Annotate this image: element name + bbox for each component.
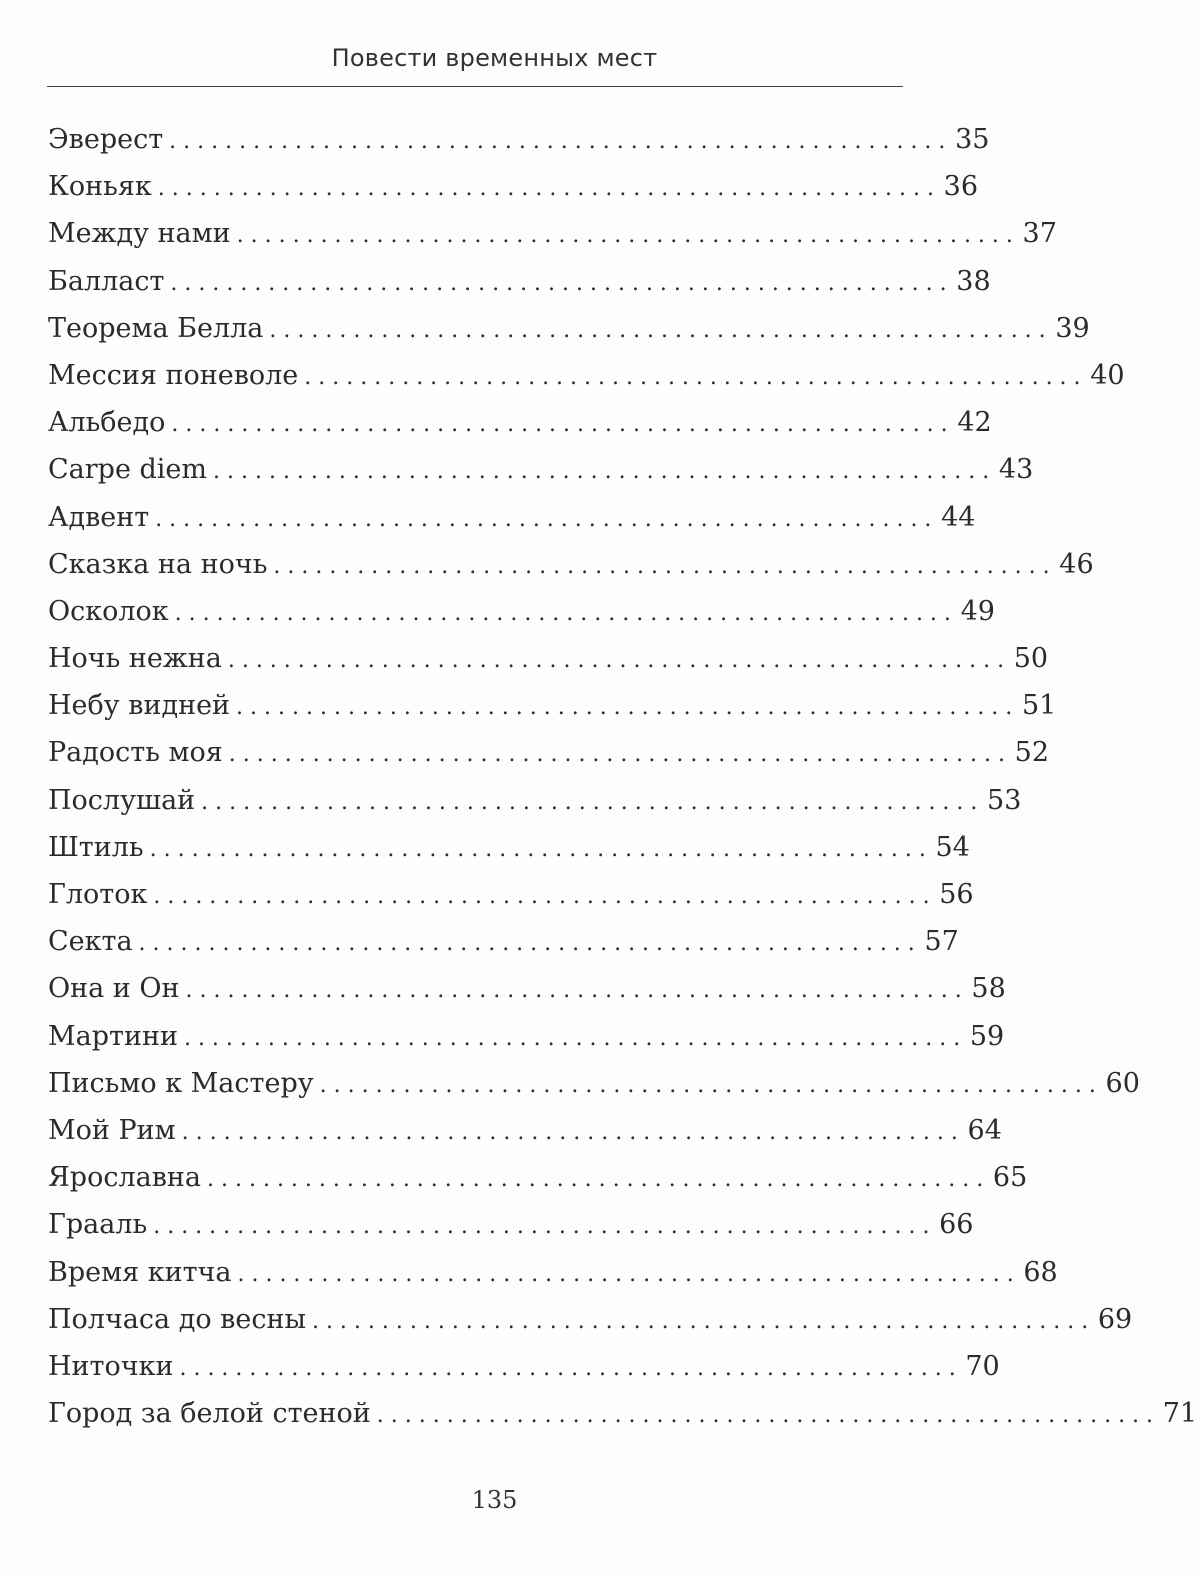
toc-entry-title: Альбедо (48, 407, 166, 439)
toc-dot-leader: . . . . . . . . . . . . . . . . . . . . . . . . . . . . . . . . . . . . . . . . . . . . . . . . . . . . . . . . (201, 789, 978, 815)
header-rule (47, 86, 903, 87)
toc-entry (48, 1201, 974, 1248)
toc-entry-page: 46 (1059, 548, 1094, 580)
toc-dot-leader: . . . . . . . . . . . . . . . . . . . . . . . . . . . . . . . . . . . . . . . . . . . . . . . . . . . . . . . . (237, 1261, 1014, 1287)
toc-entry-title: Время китча (48, 1256, 232, 1288)
toc-entry-page: 44 (941, 501, 976, 533)
toc-entry-page: 35 (955, 124, 990, 155)
toc-entry-page: 50 (1013, 643, 1049, 675)
toc-entry-title: Адвент (48, 501, 150, 533)
toc-entry (48, 541, 1094, 588)
running-title: Повести временных мест (331, 44, 658, 72)
toc-entry-page: 65 (992, 1162, 1028, 1194)
toc-entry-page: 59 (969, 1020, 1005, 1052)
toc-entry (48, 352, 1125, 399)
toc-entry-page: 57 (924, 926, 959, 958)
toc-entry-page: 49 (960, 595, 995, 627)
page-number: 135 (471, 1486, 518, 1514)
toc-entry-title: Осколок (48, 595, 169, 627)
toc-entry-title: Мессия поневоле (48, 359, 299, 391)
toc-entry-title: Письмо к Мастеру (48, 1067, 314, 1099)
toc-dot-leader: . . . . . . . . . . . . . . . . . . . . . . . . . . . . . . . . . . . . . . . . . . . . . . . . . . . . . . . . (174, 600, 951, 626)
toc-dot-leader: . . . . . . . . . . . . . . . . . . . . . . . . . . . . . . . . . . . . . . . . . . . . . . . . . . . . . . . . (207, 1167, 984, 1193)
toc-dot-leader: . . . . . . . . . . . . . . . . . . . . . . . . . . . . . . . . . . . . . . . . . . . . . . . . . . . . . . . . (157, 176, 935, 202)
toc-entry (48, 1296, 1133, 1343)
toc-dot-leader: . . . . . . . . . . . . . . . . . . . . . . . . . . . . . . . . . . . . . . . . . . . . . . . . . . . . . . . . (311, 1308, 1089, 1334)
toc-entry-title: Коньяк (48, 171, 152, 203)
toc-entry-title: Секта (48, 926, 133, 958)
toc-dot-leader: . . . . . . . . . . . . . . . . . . . . . . . . . . . . . . . . . . . . . . . . . . . . . . . . . . . . . . . . (227, 648, 1005, 674)
toc-entry (48, 1060, 1140, 1107)
toc-entry-title: Балласт (48, 265, 165, 297)
toc-dot-leader: . . . . . . . . . . . . . . . . . . . . . . . . . . . . . . . . . . . . . . . . . . . . . . . . . . . . . . . . (153, 1214, 930, 1240)
toc-entry (48, 588, 995, 635)
toc-entry-page: 52 (1014, 737, 1050, 769)
toc-entry (48, 1249, 1058, 1296)
toc-entry (48, 116, 990, 163)
toc-dot-leader: . . . . . . . . . . . . . . . . . . . . . . . . . . . . . . . . . . . . . . . . . . . . . . . . . . . . . . . . (179, 1355, 956, 1381)
toc-entry (48, 1013, 1005, 1060)
toc-entry-page: 60 (1105, 1067, 1140, 1099)
toc-dot-leader: . . . . . . . . . . . . . . . . . . . . . . . . . . . . . . . . . . . . . . . . . . . . . . . . . . . . . . . . (319, 1072, 1096, 1098)
toc-entry-page: 38 (956, 265, 991, 297)
toc-entry-page: 69 (1097, 1303, 1133, 1335)
toc-dot-leader: . . . . . . . . . . . . . . . . . . . . . . . . . . . . . . . . . . . . . . . . . . . . . . . . . . . . . . . . (181, 1119, 958, 1145)
toc-dot-leader: . . . . . . . . . . . . . . . . . . . . . . . . . . . . . . . . . . . . . . . . . . . . . . . . . . . . . . . . (228, 742, 1006, 768)
toc-dot-leader: . . . . . . . . . . . . . . . . . . . . . . . . . . . . . . . . . . . . . . . . . . . . . . . . . . . . . . . . (213, 459, 990, 485)
toc-entry-title: Мартини (48, 1020, 178, 1052)
toc-entry (48, 918, 959, 965)
toc-dot-leader: . . . . . . . . . . . . . . . . . . . . . . . . . . . . . . . . . . . . . . . . . . . . . . . . . . . . . . . . (236, 223, 1013, 249)
toc-entry (48, 777, 1022, 824)
toc-entry (48, 871, 974, 918)
toc-dot-leader: . . . . . . . . . . . . . . . . . . . . . . . . . . . . . . . . . . . . . . . . . . . . . . . . . . . . . . . . (273, 553, 1050, 579)
toc-entry-title: Штиль (48, 831, 144, 863)
toc-entry (48, 399, 992, 446)
toc-entry-page: 56 (939, 879, 974, 910)
toc-dot-leader: . . . . . . . . . . . . . . . . . . . . . . . . . . . . . . . . . . . . . . . . . . . . . . . . . . . . . . . . (376, 1403, 1154, 1429)
toc-entry-page: 64 (967, 1114, 1002, 1146)
toc-entry-title: Ярославна (48, 1162, 202, 1194)
toc-entry-page: 37 (1022, 218, 1057, 250)
toc-dot-leader: . . . . . . . . . . . . . . . . . . . . . . . . . . . . . . . . . . . . . . . . . . . . . . . . . . . . . . . . (183, 1025, 961, 1051)
table-of-contents (48, 116, 1197, 1437)
toc-entry (48, 163, 979, 210)
toc-entry-title: Эверест (48, 124, 164, 155)
toc-dot-leader: . . . . . . . . . . . . . . . . . . . . . . . . . . . . . . . . . . . . . . . . . . . . . . . . . . . . . . . . (304, 364, 1081, 390)
toc-dot-leader: . . . . . . . . . . . . . . . . . . . . . . . . . . . . . . . . . . . . . . . . . . . . . . . . . . . . . . . . (155, 506, 932, 532)
toc-entry-page: 36 (943, 171, 979, 203)
toc-entry-title: Небу видней (48, 690, 231, 722)
toc-entry-page: 42 (957, 407, 992, 439)
toc-entry-title: Между нами (48, 218, 231, 250)
toc-entry-page: 40 (1090, 359, 1125, 391)
toc-dot-leader: . . . . . . . . . . . . . . . . . . . . . . . . . . . . . . . . . . . . . . . . . . . . . . . . . . . . . . . . (185, 978, 962, 1004)
toc-entry-page: 58 (971, 973, 1006, 1005)
toc-entry-title: Грааль (48, 1209, 148, 1241)
toc-dot-leader: . . . . . . . . . . . . . . . . . . . . . . . . . . . . . . . . . . . . . . . . . . . . . . . . . . . . . . . . (153, 884, 930, 909)
toc-dot-leader: . . . . . . . . . . . . . . . . . . . . . . . . . . . . . . . . . . . . . . . . . . . . . . . . . . . . . . . . (169, 129, 946, 154)
toc-entry (48, 635, 1049, 682)
toc-entry (48, 729, 1050, 776)
toc-entry-title: Послушай (48, 784, 196, 816)
toc-entry-title: Полчаса до весны (48, 1303, 306, 1335)
toc-dot-leader: . . . . . . . . . . . . . . . . . . . . . . . . . . . . . . . . . . . . . . . . . . . . . . . . . . . . . . . . (269, 317, 1046, 343)
toc-entry-page: 68 (1023, 1256, 1058, 1288)
toc-entry (48, 1343, 1000, 1390)
toc-entry (48, 305, 1090, 352)
toc-entry (48, 210, 1057, 257)
toc-entry-title: Глоток (48, 879, 148, 910)
toc-entry (48, 258, 991, 305)
toc-entry-page: 51 (1021, 690, 1057, 722)
toc-dot-leader: . . . . . . . . . . . . . . . . . . . . . . . . . . . . . . . . . . . . . . . . . . . . . . . . . . . . . . . . (138, 931, 915, 957)
toc-entry (48, 1390, 1197, 1437)
toc-dot-leader: . . . . . . . . . . . . . . . . . . . . . . . . . . . . . . . . . . . . . . . . . . . . . . . . . . . . . . . . (149, 836, 926, 862)
toc-entry-title: Carpe diem (48, 454, 208, 486)
toc-entry (48, 1107, 1002, 1154)
toc-entry-title: Теорема Белла (48, 312, 264, 344)
toc-entry-title: Ночь нежна (48, 643, 222, 675)
toc-entry-page: 43 (998, 454, 1034, 486)
toc-entry (48, 965, 1006, 1012)
toc-entry (48, 682, 1057, 729)
toc-entry-page: 53 (987, 784, 1022, 816)
toc-entry-title: Радость моя (48, 737, 223, 769)
toc-entry-page: 39 (1055, 312, 1090, 344)
toc-entry-title: Мой Рим (48, 1114, 176, 1146)
toc-dot-leader: . . . . . . . . . . . . . . . . . . . . . . . . . . . . . . . . . . . . . . . . . . . . . . . . . . . . . . . . (171, 412, 948, 438)
toc-entry-title: Город за белой стеной (48, 1398, 371, 1430)
toc-entry (48, 494, 976, 541)
toc-entry-title: Сказка на ночь (48, 548, 268, 580)
toc-dot-leader: . . . . . . . . . . . . . . . . . . . . . . . . . . . . . . . . . . . . . . . . . . . . . . . . . . . . . . . . (170, 270, 947, 296)
toc-entry (48, 824, 970, 871)
toc-entry (48, 1154, 1028, 1201)
toc-entry-page: 70 (965, 1350, 1000, 1382)
toc-entry-page: 54 (935, 831, 970, 863)
toc-entry (48, 446, 1034, 493)
toc-dot-leader: . . . . . . . . . . . . . . . . . . . . . . . . . . . . . . . . . . . . . . . . . . . . . . . . . . . . . . . . (236, 695, 1013, 721)
toc-entry-page: 71 (1162, 1398, 1197, 1430)
toc-entry-page: 66 (939, 1209, 974, 1241)
toc-entry-title: Она и Он (48, 973, 180, 1005)
toc-entry-title: Ниточки (48, 1350, 174, 1382)
